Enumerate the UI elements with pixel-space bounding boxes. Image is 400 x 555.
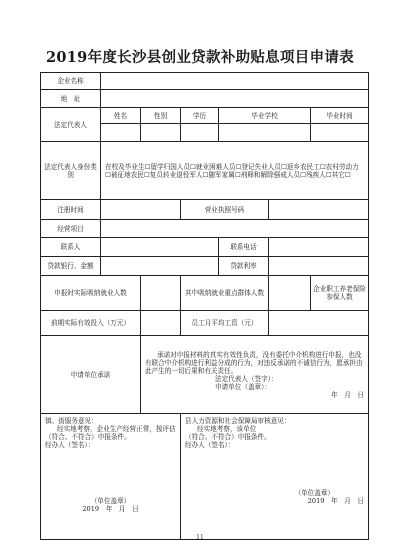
investment-label: 前期实际有效投入（万元）	[41, 311, 141, 336]
wage-label: 员工月平均工资（元）	[181, 311, 269, 336]
special-groups-label: 其中吸纳就业重点群体人数	[181, 276, 269, 311]
hr-opinion-body-1: 经实地考察，该单位	[197, 425, 257, 433]
form-title: 2019年度长沙县创业贷款补助贴息项目申请表	[46, 49, 354, 66]
employees-field[interactable]	[141, 276, 181, 311]
address-label: 地 址	[41, 90, 101, 108]
legal-rep-label: 法定代表人	[41, 108, 101, 142]
loan-rate-field[interactable]	[269, 257, 369, 276]
contact-phone-field[interactable]	[269, 238, 369, 257]
contact-label: 联系人	[41, 238, 101, 257]
applicant-commit-label: 申请单位承诺	[41, 336, 141, 414]
legal-rep-name-field[interactable]	[101, 124, 141, 142]
company-name-label: 企业名称	[41, 73, 101, 90]
legal-rep-col-gender: 性别	[141, 108, 181, 124]
legal-rep-col-education: 学历	[181, 108, 219, 124]
special-groups-field[interactable]	[269, 276, 311, 311]
commitment-block	[141, 336, 369, 414]
town-date: 2019 年 月 日	[82, 505, 139, 513]
application-form-table	[40, 72, 369, 540]
address-field[interactable]	[101, 90, 369, 108]
commit-seal[interactable]: 申请单位（盖章）：	[215, 382, 272, 391]
investment-field[interactable]	[141, 311, 181, 336]
bank-account-label: 贷款银行、金额	[41, 257, 101, 276]
wage-field[interactable]	[269, 311, 369, 336]
legal-rep-school-field[interactable]	[219, 124, 311, 142]
hr-date: 2019 年 月 日	[307, 497, 365, 505]
identity-label: 法定代表人身份类别	[41, 142, 101, 200]
commitment-text: 承诺对申报材料的真实有效性负责，没有委托中介机构进行申报，也没有联合中介机构进行利益分成的行为，对违反承诺的不诚信行为，愿承担由此产生的一切后果和有关责任。	[145, 350, 363, 375]
loan-rate-label: 贷款利率	[219, 257, 269, 276]
license-no-label: 营业执照号码	[181, 200, 269, 220]
employees-label: 申报时实际吸纳就业人数	[41, 276, 141, 311]
commit-signer[interactable]: 法定代表人（签字）：	[215, 374, 278, 383]
legal-rep-gender-field[interactable]	[141, 124, 181, 142]
hr-opinion-title: 县人力资源和社会保障局审核意见：	[185, 417, 291, 425]
contact-field[interactable]	[101, 238, 219, 257]
town-opinion-title: 镇、街服务意见：	[45, 417, 98, 425]
license-no-field[interactable]	[269, 200, 369, 220]
town-opinion-block	[41, 414, 181, 540]
business-scope-field[interactable]	[101, 220, 369, 238]
legal-rep-col-name: 姓名	[101, 108, 141, 124]
town-handler[interactable]: 经办人（签名）：	[45, 441, 95, 449]
insured-label: 企业职工养老保险参保人数	[311, 276, 369, 311]
legal-rep-col-grad-time: 毕业时间	[311, 108, 369, 124]
contact-phone-label: 联系电话	[219, 238, 269, 257]
page-number: 11	[196, 534, 204, 541]
town-opinion-body-1: 经实地考察，企业生产经营正常，按评估	[57, 425, 176, 433]
register-time-field[interactable]	[101, 200, 181, 220]
town-seal: （单位盖章）	[90, 497, 131, 505]
company-name-field[interactable]	[101, 73, 369, 90]
town-opinion-body-2: （符合、不符合）申报条件。	[45, 433, 131, 441]
commit-date: 年 月 日	[331, 390, 365, 399]
legal-rep-col-school: 毕业学校	[219, 108, 311, 124]
hr-seal: （单位盖章）	[294, 489, 335, 497]
register-time-label: 注册时间	[41, 200, 101, 220]
bank-account-field[interactable]	[101, 257, 219, 276]
legal-rep-education-field[interactable]	[181, 124, 219, 142]
hr-opinion-body-2: （符合、不符合）申报条件。	[185, 433, 271, 441]
hr-handler[interactable]: 经办人（签名）：	[185, 441, 235, 449]
legal-rep-grad-time-field[interactable]	[311, 124, 369, 142]
identity-options[interactable]: 在校及毕业生☐留学归国人员☐就业困难人员☐登记失业人员☐返乡农民工☐农村劳动力☐被征地农民☐复员转业退役军人☐随军家属☐刑释和解除强戒人员☐残疾人☐其它☐	[101, 142, 369, 200]
hr-opinion-block	[181, 414, 369, 540]
business-scope-label: 经营项目	[41, 220, 101, 238]
